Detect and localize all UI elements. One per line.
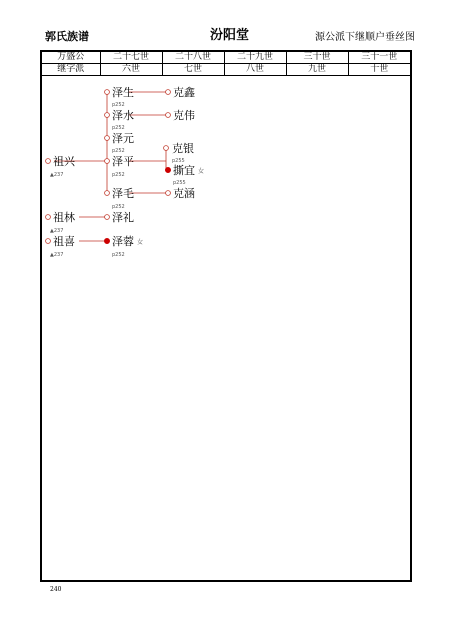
generation-cell: 二十七世	[100, 52, 162, 64]
generation-cell: 三十世	[286, 52, 348, 64]
genealogy-frame	[40, 50, 412, 582]
person-name: 祖兴	[53, 155, 75, 168]
page-ref: p252	[112, 148, 125, 154]
person-node	[165, 163, 204, 186]
hall-name: 汾阳堂	[210, 28, 250, 43]
male-marker-icon	[164, 146, 169, 151]
male-marker-icon	[46, 215, 51, 220]
person-node	[164, 141, 194, 164]
page-ref: p252	[112, 172, 125, 178]
person-node	[105, 132, 134, 154]
person-name: 克鑫	[173, 86, 195, 99]
person-node	[46, 210, 75, 234]
person-name: 克涵	[173, 187, 195, 200]
generation-cell: 三十一世	[348, 52, 410, 64]
page-ref: p255	[173, 180, 186, 186]
page-ref: ▲237	[50, 172, 64, 178]
ancestor-label: 万盛公	[42, 52, 100, 64]
person-name: 泽元	[112, 132, 134, 145]
person-node	[166, 186, 195, 200]
page-ref: p252	[112, 125, 125, 131]
page-ref: ▲237	[50, 252, 64, 258]
gender-note: 女	[137, 239, 144, 246]
person-name: 泽平	[112, 155, 134, 168]
person-name: 克银	[172, 142, 194, 155]
page-ref: p252	[112, 252, 125, 258]
male-marker-icon	[166, 191, 171, 196]
person-node	[105, 108, 134, 131]
person-name: 祖喜	[53, 235, 75, 248]
gender-note: 女	[198, 168, 205, 175]
person-node	[46, 234, 75, 258]
branch-generation-cell: 六世	[100, 64, 162, 76]
person-node	[104, 234, 143, 258]
male-marker-icon	[166, 90, 171, 95]
generation-cell: 二十九世	[224, 52, 286, 64]
male-marker-icon	[105, 191, 110, 196]
person-node	[166, 108, 195, 122]
person-node	[166, 85, 195, 99]
person-name: 克伟	[173, 109, 195, 122]
book-title: 郭氏族谱	[45, 30, 89, 43]
person-name: 泽蓉	[112, 235, 134, 248]
male-marker-icon	[166, 113, 171, 118]
branch-generation-cell: 九世	[286, 64, 348, 76]
branch-generation-cell: 七世	[162, 64, 224, 76]
page-ref: ▲237	[50, 228, 64, 234]
female-marker-icon	[104, 238, 109, 243]
person-node	[46, 154, 76, 178]
male-marker-icon	[105, 159, 110, 164]
male-marker-icon	[105, 136, 110, 141]
person-node	[105, 187, 134, 210]
branch-generation-cell: 十世	[348, 64, 410, 76]
person-node	[105, 210, 134, 224]
family-tree	[42, 52, 410, 580]
person-node	[105, 155, 134, 178]
person-name: 泽毛	[112, 187, 134, 200]
page-ref: p252	[112, 204, 125, 210]
person-name: 泽生	[112, 86, 134, 99]
person-name: 撕宜	[173, 164, 195, 177]
person-node	[105, 85, 134, 108]
male-marker-icon	[105, 215, 110, 220]
branch-generation-cell: 八世	[224, 64, 286, 76]
page-number: 240	[50, 586, 62, 593]
generation-cell: 二十八世	[162, 52, 224, 64]
chart-title: 源公派下继顺户垂丝图	[315, 32, 415, 43]
male-marker-icon	[105, 90, 110, 95]
person-name: 泽水	[112, 109, 134, 122]
page-ref: p255	[172, 158, 185, 164]
male-marker-icon	[46, 159, 51, 164]
female-marker-icon	[165, 167, 170, 172]
male-marker-icon	[46, 239, 51, 244]
male-marker-icon	[105, 113, 110, 118]
branch-label: 继字派	[42, 64, 100, 76]
page-ref: p252	[112, 102, 125, 108]
person-name: 泽礼	[112, 211, 134, 224]
person-name: 祖林	[53, 211, 75, 224]
